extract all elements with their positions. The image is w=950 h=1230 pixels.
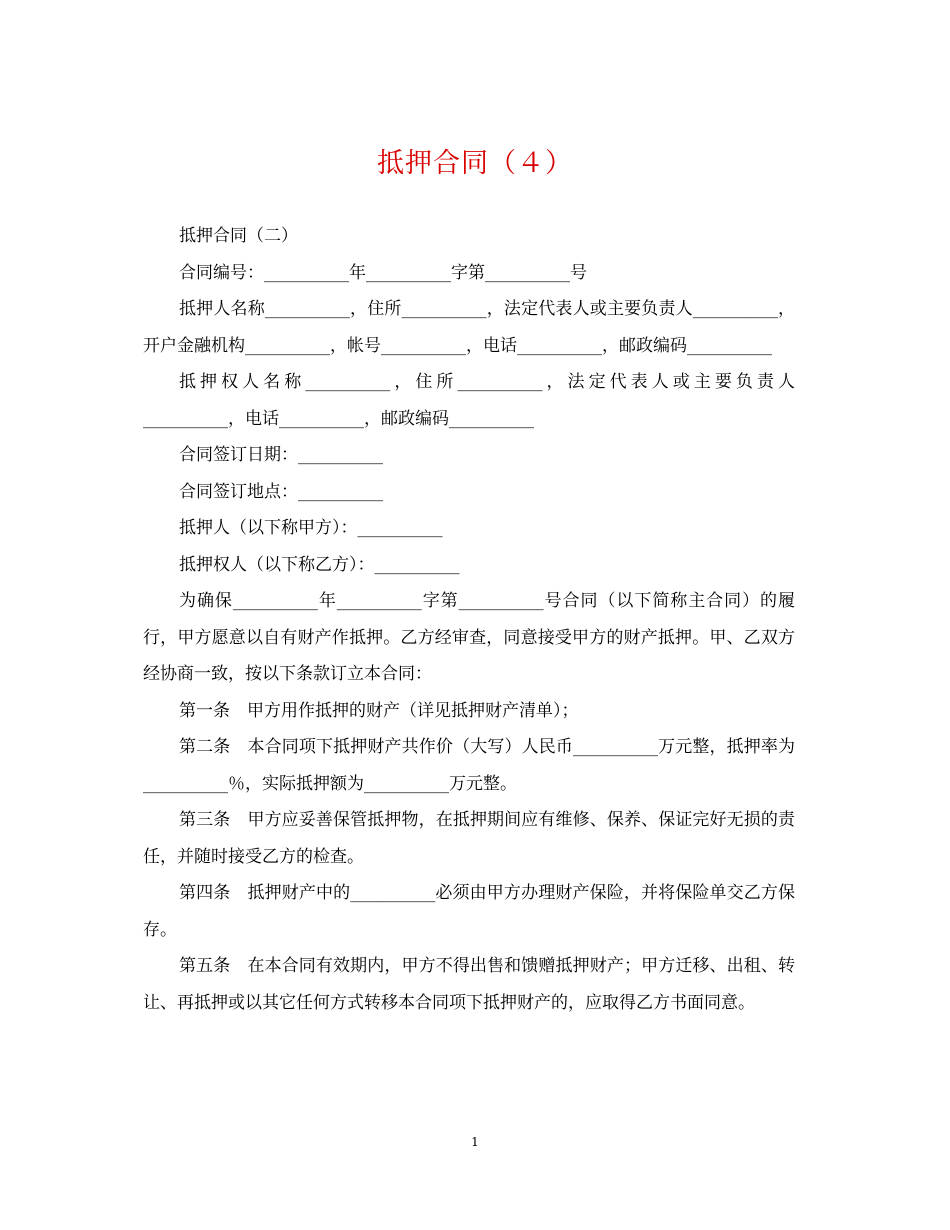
paragraph-sign-date: 合同签订日期：__________ xyxy=(179,445,383,465)
paragraph-mortgagee-info: 抵押权人名称__________，住所__________，法定代表人或主要负责人__________，电话__________，邮政编码__________ xyxy=(143,372,795,429)
paragraph-article-2: 第二条 本合同项下抵押财产共作价（大写）人民币__________万元整，抵押率为__________％，实际抵押额为__________万元整。 xyxy=(143,737,795,794)
paragraph-contract-number: 合同编号：__________年__________字第__________号 xyxy=(179,262,587,283)
paragraph-article-1: 第一条 甲方用作抵押的财产（详见抵押财产清单）； xyxy=(179,700,579,721)
paragraph-mortgagor-info: 抵押人名称__________，住所__________，法定代表人或主要负责人__________，开户金融机构__________，帐号__________，电话__________，邮政编码__________ xyxy=(143,299,795,356)
paragraph-article-4: 第四条 抵押财产中的__________必须由甲方办理财产保险，并将保险单交乙方保存。 xyxy=(143,883,795,940)
paragraph-subtitle: 抵押合同（二） xyxy=(179,226,298,246)
paragraph-party-a: 抵押人（以下称甲方）：__________ xyxy=(179,518,443,538)
page-number: 1 xyxy=(471,1135,479,1149)
paragraph-preamble: 为确保__________年__________字第__________号合同（以下简称主合同）的履行，甲方愿意以自有财产作抵押。乙方经审查，同意接受甲方的财产抵押。甲、乙双方经协商一致，按以下条款订立本合同： xyxy=(143,591,795,684)
paragraph-party-b: 抵押权人（以下称乙方）：__________ xyxy=(179,554,460,575)
paragraph-article-5: 第五条 在本合同有效期内，甲方不得出售和馈赠抵押财产；甲方迁移、出租、转让、再抵押或以其它任何方式转移本合同项下抵押财产的，应取得乙方书面同意。 xyxy=(143,956,795,1013)
paragraph-sign-place: 合同签订地点：__________ xyxy=(179,481,383,502)
document-body xyxy=(143,218,795,1021)
paragraph-article-3: 第三条 甲方应妥善保管抵押物，在抵押期间应有维修、保养、保证完好无损的责任，并随时接受乙方的检查。 xyxy=(143,810,795,867)
document-title: 抵押合同（４） xyxy=(377,148,573,179)
